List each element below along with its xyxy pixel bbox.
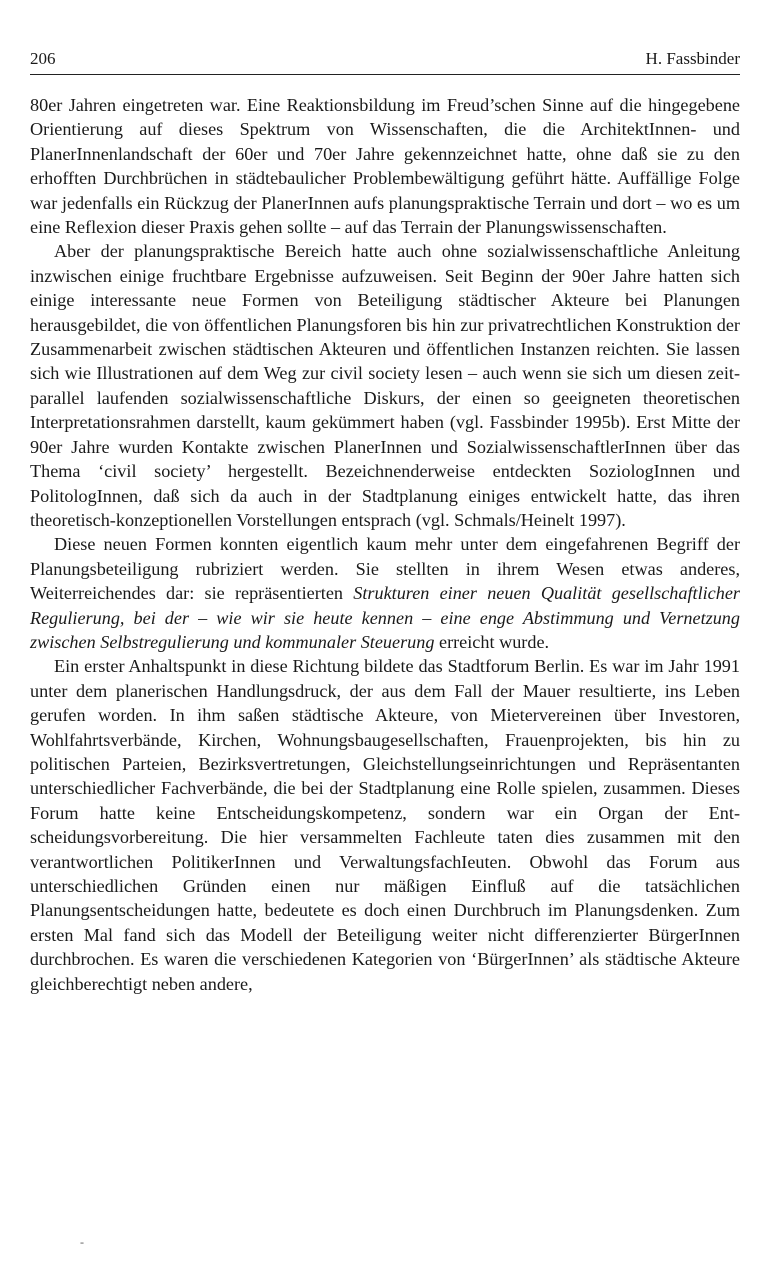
paragraph-3 — [30, 532, 740, 654]
paragraph-1: 80er Jahren eingetreten war. Eine Reaktionsbildung im Freud’schen Sinne auf die hingegebene Orientierung auf dieses Spektrum von Wissenschaften, die die ArchitektInnen- und PlanerInnenlandschaft der 60er und 70er Jahre gekennzeichnet hatte, ohne daß sie zu den erhofften Durchbrüchen in städtebaulicher Problembewältigung geführt hätte. Auffällige Folge war jedenfalls ein Rückzug der PlanerInnen aufs planungspraktische Terrain und dort – wo es um eine Reflexion dieser Praxis gehen sollte – auf das Terrain der Planungswissenschaften. — [30, 95, 740, 238]
running-head — [30, 48, 740, 75]
paragraph-3-ending: erreicht wurde. — [434, 631, 550, 652]
page-number: 206 — [30, 49, 56, 68]
running-head-author: H. Fassbinder — [645, 49, 740, 68]
paragraph-4: Ein erster Anhaltspunkt in diese Richtung bildete das Stadtforum Berlin. Es war im Jahr 1991 unter dem planerischen Handlungsdruck, der aus dem Fall der Mauer resultierte, ins Leben gerufen worden. In ihm saßen städtische Akteure, von Mietervereinen über Investoren, Wohlfahrtsverbände, Kirchen, Wohnungsbaugesellschaften, Frauenprojekten, bis hin zu politischen Parteien, Bezirksvertretungen, Gleichstellungseinrichtungen und Repräsentanten unterschiedlicher Fachverbände, die bei der Stadtplanung eine Rolle spielen, zusammen. Dieses Forum hatte keine Entscheidungskompetenz, sondern war ein Organ der Entscheidungsvorbereitung. Die hier versammelten Fachleute taten dies zusammen mit den verantwortlichen PolitikerInnen und VerwaltungsfachIeuten. Obwohl das Forum aus unterschiedlichen Gründen einen nur mäßigen Einfluß auf die tatsächlichen Planungsentscheidungen hatte, bedeutete es doch einen Durchbruch im Planungsdenken. Zum ersten Mal fand sich das Modell der Beteiligung weiter nicht differenzierter BürgerInnen durchbrochen. Es waren die verschiedenen Kategorien von ‘BürgerInnen’ als städtische Akteure gleichberechtigt neben andere, — [30, 656, 740, 994]
paragraph-3-emphasis: Strukturen einer neuen Qualität gesellschaftlicher Regulierung, bei der – wie wir sie heute kennen – eine enge Abstimmung und Vernetzung zwischen Selbstregulierung und kommunaler Steuerung — [30, 583, 740, 652]
paragraph-3-text: Diese neuen Formen konnten eigentlich kaum mehr unter dem eingefahrenen Begriff der Planungsbeteiligung rubriziert werden. Sie stellten in ihrem Wesen etwas anderes, Weiterreichendes dar: sie repräsentierten — [30, 534, 740, 604]
book-page — [30, 48, 740, 996]
stray-mark: - — [80, 1235, 84, 1249]
body-text — [30, 93, 740, 996]
paragraph-2: Aber der planungspraktische Bereich hatte auch ohne sozialwissenschaftliche Anleitung inzwischen einige fruchtbare Ergebnisse aufzuweisen. Seit Beginn der 90er Jahre hatten sich einige interessante neue Formen von Beteiligung städtischer Akteure bei Planungen herausgebildet, die von öffentlichen Planungsforen bis hin zur privatrechtlichen Konstruktion der Zusammenarbeit zwischen städtischen Akteuren und öffentlichen Instanzen reichten. Sie lassen sich wie Illustrationen auf dem Weg zur civil society lesen – auch wenn sie sich um diesen zeitparallel laufenden sozialwissenschaftliche Diskurs, der einen so geeigneten theoretischen Interpretationsrahmen darstellt, kaum gekümmert haben (vgl. Fassbinder 1995b). Erst Mitte der 90er Jahre wurden Kontakte zwischen PlanerInnen und SozialwissenschaftlerInnen über das Thema ‘civil society’ hergestellt. Bezeichnenderweise entdeckten SoziologInnen und PolitologInnen, daß sich da auch in der Stadtplanung einiges entwickelt hatte, das ihren theoretisch-konzeptionellen Vorstellungen entsprach (vgl. Schmals/Heinelt 1997). — [30, 241, 740, 530]
